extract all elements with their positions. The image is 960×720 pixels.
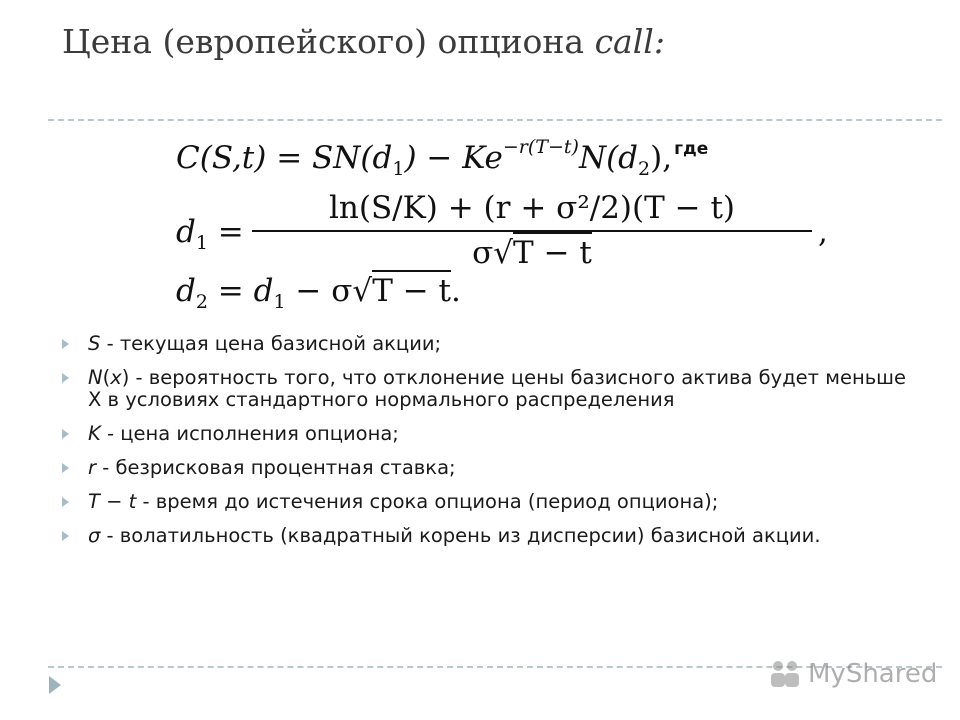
watermark-text: MyShared [808, 659, 938, 689]
symbol: T − t [88, 490, 137, 513]
formula-sub: 1 [392, 158, 405, 180]
formula-sub: 2 [195, 291, 208, 313]
bullet-arrow-icon [62, 497, 69, 507]
formula-d2 [176, 273, 461, 313]
symbol: N [88, 366, 103, 389]
list-item [56, 367, 916, 411]
formula-radicand: T − t [513, 232, 592, 271]
formula-numerator: ln(S/K) + (r + σ²/2)(T − t) [328, 190, 736, 226]
bullet-arrow-icon [62, 531, 69, 541]
formula-radicand: T − t [372, 270, 451, 309]
formula-sub: 2 [638, 158, 651, 180]
symbol: K [88, 422, 101, 445]
page-title [62, 22, 665, 61]
corner-arrow-icon [49, 676, 61, 694]
title-text: Цена (европейского) опциона [62, 22, 595, 61]
formula-text: = d [207, 273, 274, 309]
definition-text: - время до истечения срока опциона (период опциона); [136, 490, 719, 513]
definition-text: ) - вероятность того, что отклонение цены базисного актива будет меньше X в условиях стандартного нормального распределения [88, 366, 907, 411]
definition-text: - волатильность (квадратный корень из дисперсии) базисной акции. [100, 524, 821, 547]
watermark [768, 654, 937, 694]
definition-text: - текущая цена базисной акции; [100, 332, 442, 355]
divider-top [48, 119, 942, 121]
formula-text: C(S,t) = SN(d [176, 140, 393, 176]
formula-text: N(d [578, 140, 639, 176]
bullet-arrow-icon [62, 373, 69, 383]
definition-text: - цена исполнения опциона; [100, 422, 399, 445]
bullet-arrow-icon [62, 463, 69, 473]
people-logo-icon [768, 657, 802, 691]
formula-text: ) − Ke [404, 140, 503, 176]
formula-text: d [176, 214, 196, 250]
formula-denominator [252, 235, 812, 271]
definitions-list [56, 333, 916, 559]
formula-comma: , [818, 214, 828, 250]
formula-text: = [207, 214, 244, 250]
formula-text: d [176, 273, 196, 309]
list-item [56, 423, 916, 445]
symbol: x [110, 366, 122, 389]
bullet-arrow-icon [62, 339, 69, 349]
formula-exponent: −r(T−t) [502, 136, 579, 158]
symbol: σ [88, 524, 101, 547]
formula-fraction [252, 190, 812, 271]
definition-text: - безрисковая процентная ставка; [96, 456, 456, 479]
symbol: r [88, 456, 97, 479]
bullet-arrow-icon [62, 429, 69, 439]
list-item [56, 491, 916, 513]
title-italic: call: [594, 22, 665, 61]
formula-lhs [176, 214, 244, 254]
definition-text: ( [102, 366, 111, 389]
formula-text: σ√ [472, 235, 514, 271]
list-item [56, 457, 916, 479]
formula-sub: 1 [195, 232, 208, 254]
formula-call-price [176, 136, 709, 180]
formula-text: ), [650, 140, 673, 176]
symbol: S [88, 332, 101, 355]
formula-text: − σ√ [285, 273, 373, 309]
formula-text: . [451, 273, 461, 309]
list-item [56, 333, 916, 355]
formula-where-label: где [674, 139, 709, 159]
formula-sub: 1 [273, 291, 286, 313]
list-item [56, 525, 916, 547]
